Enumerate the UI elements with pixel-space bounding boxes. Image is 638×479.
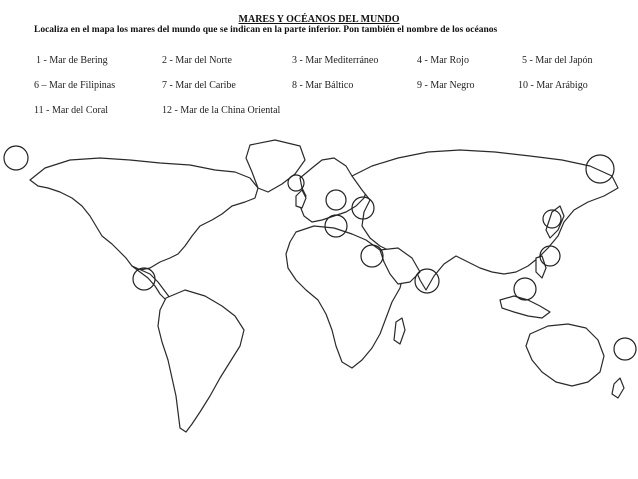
sea-item-mediterraneo: 3 - Mar Mediterráneo <box>292 55 379 66</box>
sea-item-baltico: 8 - Mar Báltico <box>292 80 354 91</box>
answer-circle[interactable] <box>540 246 560 266</box>
page-title: MARES Y OCÉANOS DEL MUNDO <box>238 14 400 25</box>
instruction-text: Localiza en el mapa los mares del mundo que se indican en la parte inferior. Pon también el nombre de los océanos <box>34 25 498 35</box>
sea-item-caribe: 7 - Mar del Caribe <box>162 80 236 91</box>
sea-item-arabigo: 10 - Mar Arábigo <box>518 80 588 91</box>
sea-item-negro: 9 - Mar Negro <box>417 80 475 91</box>
sea-item-china-oriental: 12 - Mar de la China Oriental <box>162 105 281 116</box>
sea-item-norte: 2 - Mar del Norte <box>162 55 232 66</box>
sea-item-filipinas: 6 – Mar de Filipinas <box>34 80 116 91</box>
sea-item-coral: 11 - Mar del Coral <box>34 105 109 116</box>
answer-circle[interactable] <box>4 146 28 170</box>
north-america-landmass <box>30 158 258 270</box>
sea-item-rojo: 4 - Mar Rojo <box>417 55 469 66</box>
sea-item-bering: 1 - Mar de Bering <box>36 55 108 66</box>
south-america-landmass <box>158 290 244 432</box>
new-zealand-landmass <box>612 378 624 398</box>
australia-landmass <box>526 324 604 386</box>
indonesia-landmass <box>500 296 550 318</box>
world-map <box>0 120 638 479</box>
answer-circle[interactable] <box>614 338 636 360</box>
madagascar-landmass <box>394 318 405 344</box>
answer-circle[interactable] <box>514 278 536 300</box>
sea-item-japon: 5 - Mar del Japón <box>522 55 593 66</box>
